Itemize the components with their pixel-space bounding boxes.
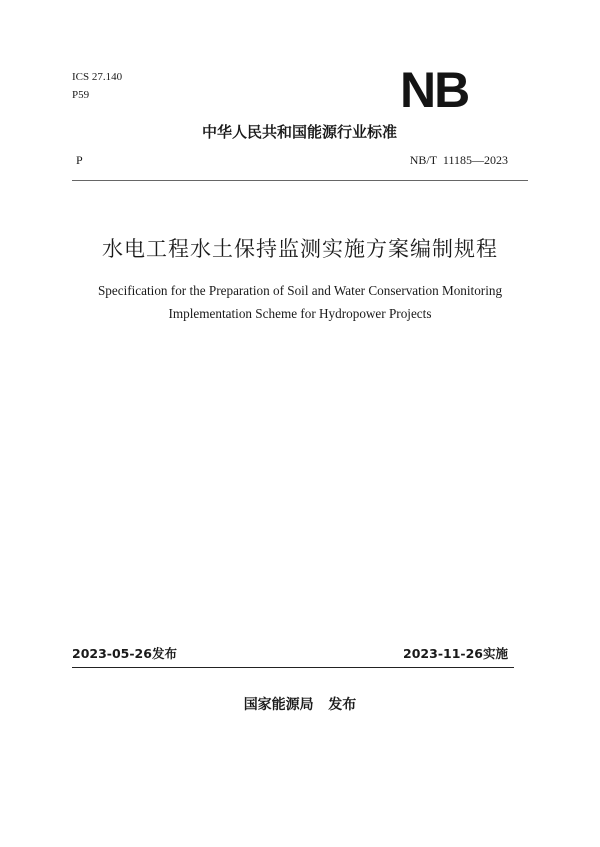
title-english-line1: Specification for the Preparation of Soil and Water Conservation Monitoring xyxy=(97,283,503,298)
category-letter: P xyxy=(76,153,83,167)
classification-code: P59 xyxy=(72,89,90,101)
title-chinese: 水电工程水土保持监测实施方案编制规程 xyxy=(102,237,498,261)
standard-organization: 中华人民共和国能源行业标准 xyxy=(202,123,398,141)
footer-divider xyxy=(72,667,514,668)
ics-code: ICS 27.140 xyxy=(72,71,123,83)
header-divider xyxy=(72,180,528,181)
issuer: 国家能源局 发布 xyxy=(243,697,357,713)
standard-number: NB/T 11185—2023 xyxy=(409,153,508,167)
publish-date: 2023-05-26发布 xyxy=(72,646,177,661)
nb-logo: NB xyxy=(400,62,469,118)
title-english-line2: Implementation Scheme for Hydropower Projects xyxy=(168,306,432,321)
effective-date: 2023-11-26实施 xyxy=(403,646,508,661)
